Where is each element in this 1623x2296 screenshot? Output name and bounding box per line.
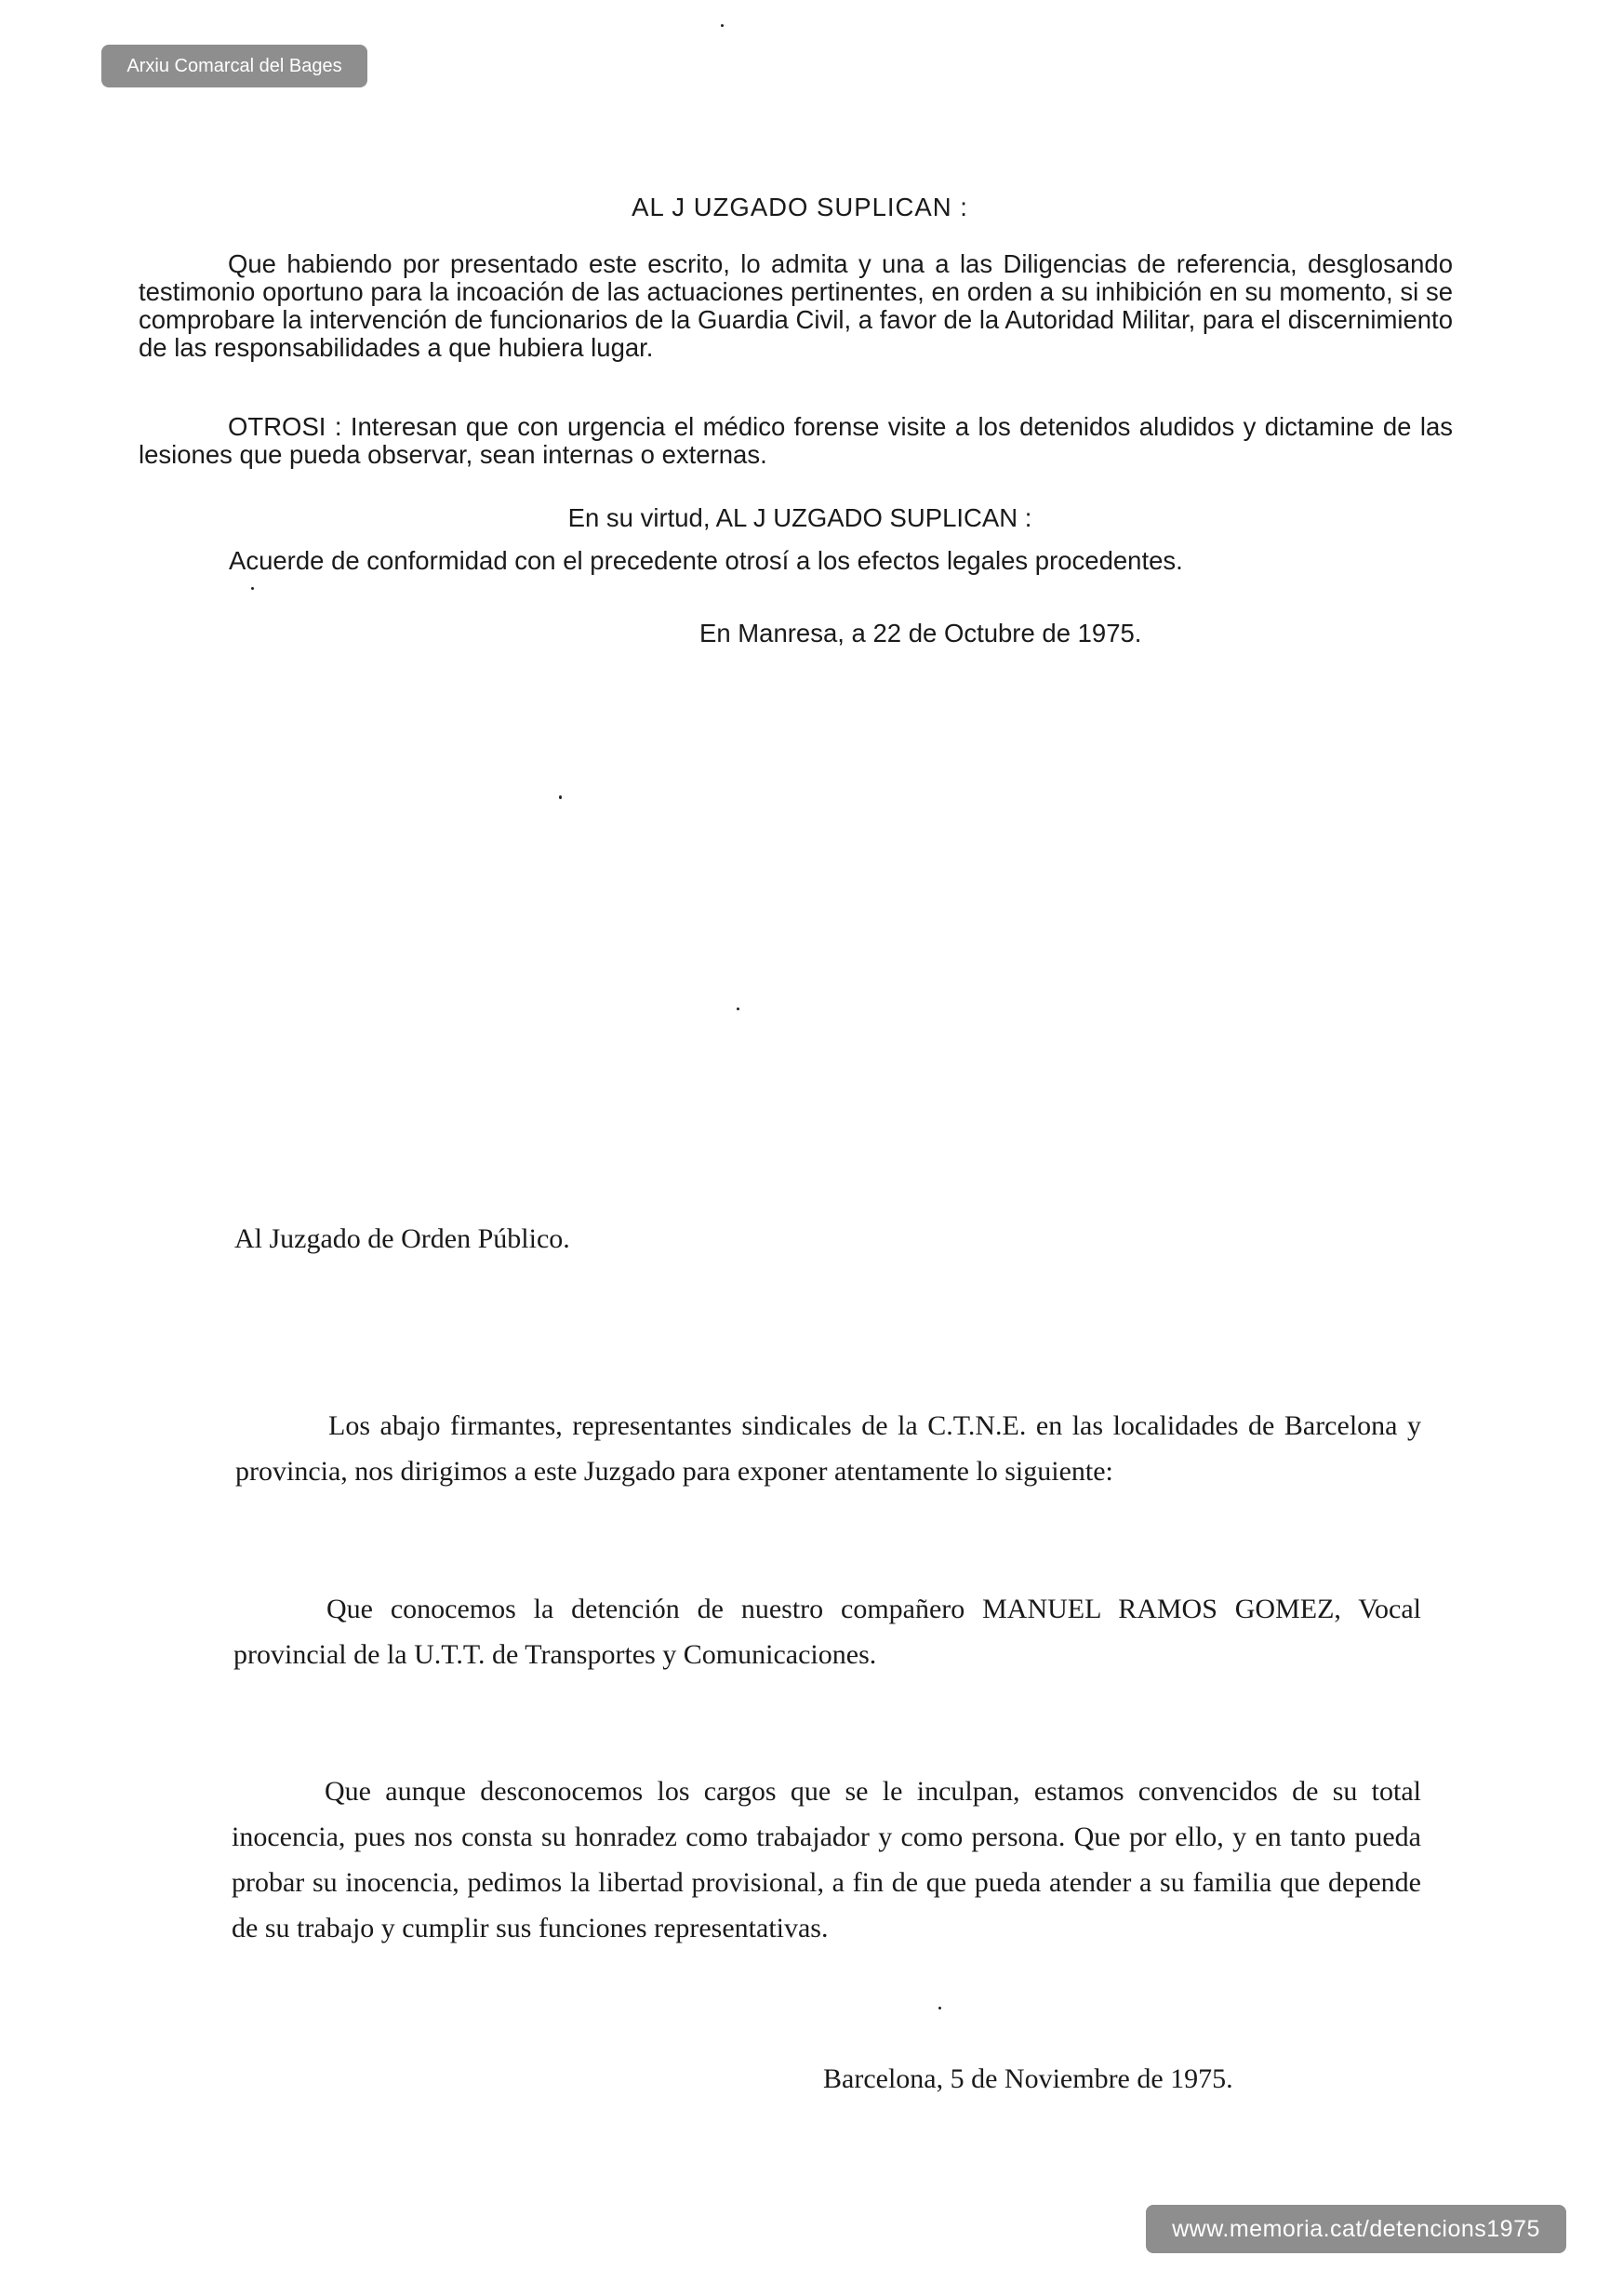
virtud-heading: En su virtud, AL J UZGADO SUPLICAN : (567, 503, 1032, 532)
scan-speck (251, 587, 254, 590)
site-url-watermark: www.memoria.cat/detencions1975 (1146, 2205, 1566, 2253)
scan-speck (721, 24, 724, 27)
request-paragraph: Que aunque desconocemos los cargos que se le inculpan, estamos convencidos de su total inocencia, pues nos consta su honradez como trabajador y como persona. Que por ello, y en tanto pueda probar su inocencia, pedimos la libertad provisional, a fin de que pueda atender a su familia que depende de su trabajo y cumplir sus funciones representativas. (232, 1776, 1421, 1943)
scan-speck (559, 795, 562, 799)
place-date-manresa: En Manresa, a 22 de Octubre de 1975. (699, 619, 1142, 647)
intro-paragraph: Los abajo firmantes, representantes sindicales de la C.T.N.E. en las localidades de Barcelona y provincia, nos dirigimos a este Juzgado para exponer atentamente lo siguiente: (235, 1410, 1421, 1487)
detention-paragraph: Que conocemos la detención de nuestro compañero MANUEL RAMOS GOMEZ, Vocal provincial de la U.T.T. de Transportes y Comunicaciones. (233, 1594, 1421, 1670)
document-heading: AL J UZGADO SUPLICAN : (632, 193, 968, 221)
scan-speck (938, 2007, 941, 2009)
addressee: Al Juzgado de Orden Público. (234, 1223, 570, 1254)
archive-watermark: Arxiu Comarcal del Bages (101, 45, 367, 87)
otrosi-paragraph: OTROSI : Interesan que con urgencia el médico forense visite a los detenidos aludidos y dictamine de las lesiones que pueda observar, sean internas o externas. (139, 412, 1453, 469)
request-line: Acuerde de conformidad con el precedente otrosí a los efectos legales procedentes. (229, 546, 1183, 575)
scan-speck (737, 1008, 739, 1010)
petition-paragraph: Que habiendo por presentado este escrito, lo admita y una a las Diligencias de referencia, desglosando testimonio oportuno para la incoación de las actuaciones pertinentes, en orden a su inhibición en su momento, si se comprobare la intervención de funcionarios de la Guardia Civil, a favor de la Autoridad Militar, para el discernimiento de las responsabilidades a que hubiera lugar. (139, 249, 1453, 362)
place-date-barcelona: Barcelona, 5 de Noviembre de 1975. (823, 2063, 1233, 2094)
